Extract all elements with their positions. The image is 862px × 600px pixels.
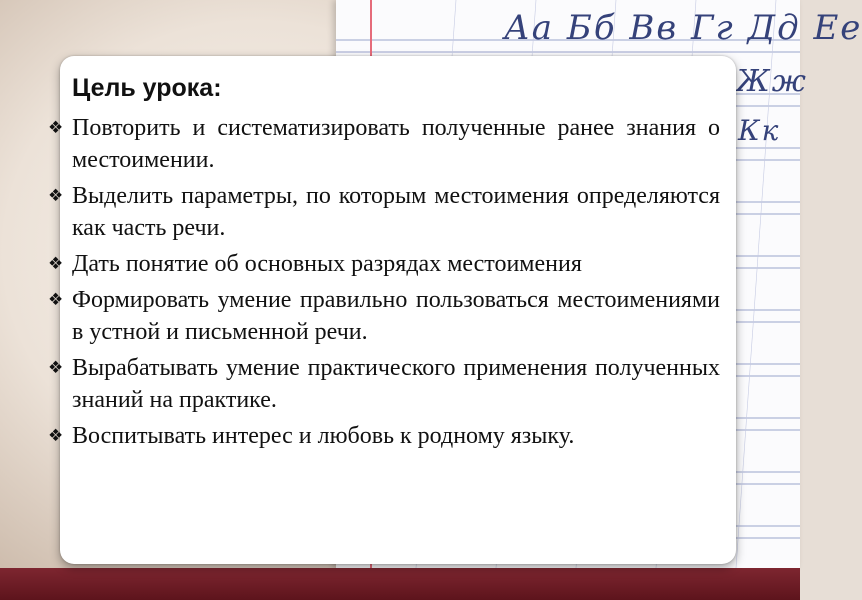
goal-text: Формировать умение правильно пользоваться местоимениями в устной и письменной речи. [72,287,720,345]
diamond-dots-icon: ❖ [48,254,64,274]
cursive-alphabet-row-1: Аа Бб Вв Гг Дд Ее [504,8,862,48]
goal-item [48,112,720,176]
diamond-dots-icon: ❖ [48,118,64,138]
diamond-dots-icon: ❖ [48,426,64,446]
cursive-alphabet-row-3: Кк [738,114,781,147]
lesson-goals-card [48,56,736,564]
diamond-dots-icon: ❖ [48,186,64,206]
goal-item [48,284,720,348]
lesson-title: Цель урока: [72,74,222,102]
goal-item [48,180,720,244]
goal-item [48,420,720,452]
goal-item [48,248,720,280]
diamond-dots-icon: ❖ [48,290,64,310]
bottom-band [0,568,800,600]
goal-text: Вырабатывать умение практического применения полученных знаний на практике. [72,355,720,413]
goal-item [48,352,720,416]
goal-text: Дать понятие об основных разрядах местоимения [72,251,582,277]
goal-text: Выделить параметры, по которым местоимения определяются как часть речи. [72,183,720,241]
cursive-alphabet-row-2: Жж [736,64,808,99]
goal-text: Воспитывать интерес и любовь к родному языку. [72,423,575,449]
diamond-dots-icon: ❖ [48,358,64,378]
goal-text: Повторить и систематизировать полученные ранее знания о местоимении. [72,115,720,173]
goal-list [48,112,720,456]
